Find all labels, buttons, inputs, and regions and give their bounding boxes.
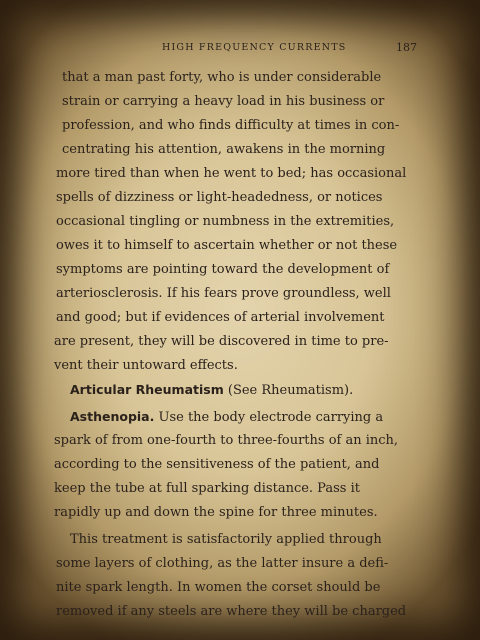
text-line: removed if any steels are where they will be charged (56, 604, 407, 619)
entry-term: Articular Rheumatism (70, 382, 224, 397)
text-line: spark of from one-fourth to three-fourths of an inch, (54, 433, 399, 448)
page-number: 187 (396, 41, 417, 54)
text-line: strain or carrying a heavy load in his business or (62, 94, 385, 109)
text-line: and good; but if evidences of arterial involvement (56, 310, 385, 325)
text-line: arteriosclerosis. If his fears prove groundless, well (56, 286, 391, 301)
entry-term: Asthenopia. (70, 409, 155, 424)
page-header (0, 36, 480, 60)
text-line: some layers of clothing, as the latter insure a defi- (56, 556, 389, 571)
text-line: centrating his attention, awakens in the morning (62, 142, 386, 157)
entry-articular-rheumatism (0, 378, 480, 402)
text-line: Use the body electrode carrying a (154, 410, 384, 425)
text-line: symptoms are pointing toward the development of (56, 262, 390, 277)
text-line: according to the sensitiveness of the patient, and (54, 457, 380, 472)
text-line: owes it to himself to ascertain whether or not these (56, 238, 398, 253)
text-line: vent their untoward effects. (54, 358, 238, 373)
text-line: nite spark length. In women the corset should be (56, 580, 381, 595)
entry-cross-reference: (See Rheumatism). (223, 383, 354, 398)
text-line: more tired than when he went to bed; has occasional (56, 166, 407, 181)
text-line: that a man past forty, who is under considerable (62, 70, 382, 85)
text-line: profession, and who finds difficulty at times in con- (62, 118, 400, 133)
text-line: keep the tube at full sparking distance. Pass it (54, 481, 360, 496)
text-line: This treatment is satisfactorily applied through (70, 532, 382, 547)
text-line: rapidly up and down the spine for three minutes. (54, 505, 378, 520)
text-line: are present, they will be discovered in time to pre- (54, 334, 389, 349)
running-title: HIGH FREQUENCY CURRENTS (162, 42, 347, 53)
text-line: occasional tingling or numbness in the extremities, (56, 214, 395, 229)
text-line: spells of dizziness or light-headedness, or notices (56, 190, 383, 205)
